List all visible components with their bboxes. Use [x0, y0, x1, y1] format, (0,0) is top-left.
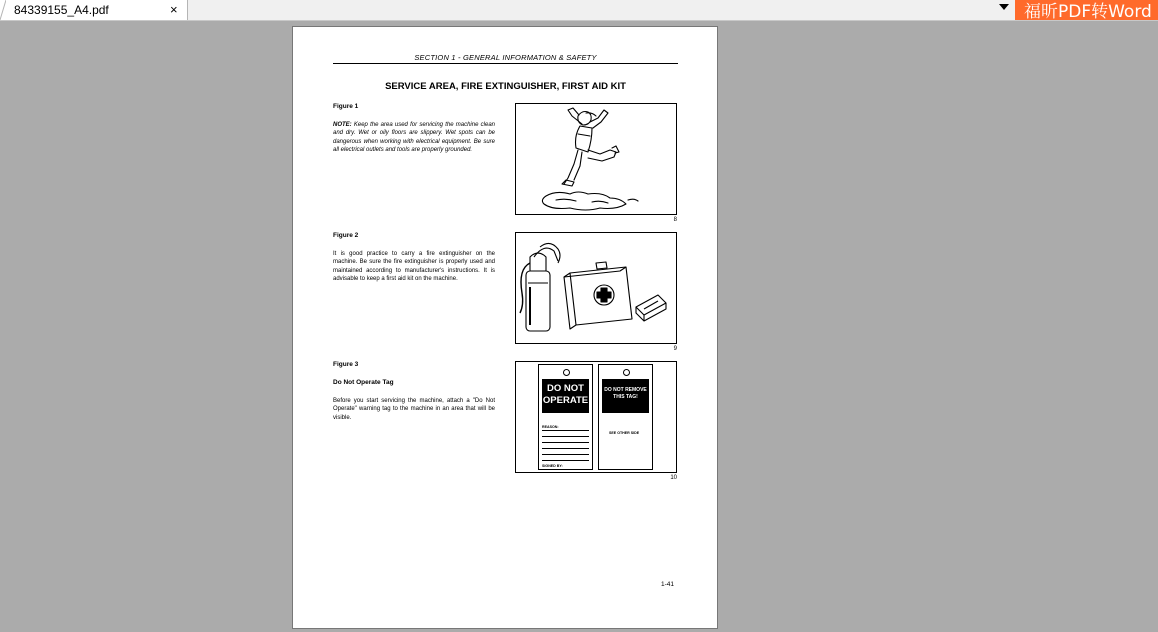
- tab-filename: 84339155_A4.pdf: [14, 3, 109, 17]
- tag-back-banner: [602, 379, 649, 413]
- page-number: 1-41: [661, 581, 675, 588]
- tag-back-line2: THIS TAG!: [613, 394, 638, 400]
- tag-back: [598, 364, 653, 470]
- note-prefix: NOTE:: [333, 122, 352, 128]
- document-tab[interactable]: [0, 0, 188, 20]
- chevron-down-icon[interactable]: [999, 4, 1009, 10]
- header-divider: [333, 63, 678, 64]
- tag-line: [542, 454, 589, 455]
- tag-hole: [563, 369, 570, 376]
- brand-text: 福昕PDF转Word: [1024, 2, 1152, 20]
- figure-2-text: It is good practice to carry a fire extinguisher on the machine. Be sure the fire extinguisher is properly used and maintained according to manufacturer's instructions. It is advisable to keep a first aid kit on the machine.: [333, 251, 495, 283]
- figure-1-body: Keep the area used for servicing the machine clean and dry. Wet or oily floors are slippery. Wet spots can be dangerous when working with electrical equipment. Be sure all electrical outlets and tools are properly grounded.: [333, 122, 495, 154]
- tag-back-line1: DO NOT REMOVE: [604, 387, 647, 393]
- figure-1-number: 8: [673, 217, 677, 223]
- tab-corner-icon: [0, 0, 6, 20]
- figure-1-label: Figure 1: [333, 103, 359, 110]
- pdf-page: [292, 26, 718, 629]
- tag-line: [542, 442, 589, 443]
- tag-front: [538, 364, 593, 470]
- tag-line: [542, 460, 589, 461]
- figure-3-illustration: [515, 361, 677, 473]
- page-title: SERVICE AREA, FIRE EXTINGUISHER, FIRST AID KIT: [385, 81, 626, 92]
- figure-2-number: 9: [673, 346, 677, 352]
- tag-front-line1: DO NOT: [547, 383, 584, 394]
- section-header: SECTION 1 - GENERAL INFORMATION & SAFETY: [414, 53, 597, 62]
- tab-bar: [0, 0, 1158, 21]
- tag-line: [542, 448, 589, 449]
- figure-2-label: Figure 2: [333, 232, 359, 239]
- figure-3-number: 10: [670, 475, 677, 481]
- tag-hole: [623, 369, 630, 376]
- tag-line: [542, 436, 589, 437]
- tag-line: [542, 430, 589, 431]
- slipping-person-icon: [516, 104, 676, 214]
- tag-signed-label: SIGNED BY:: [542, 464, 563, 468]
- figure-3-subhead: Do Not Operate Tag: [333, 379, 394, 386]
- figure-3-label: Figure 3: [333, 361, 359, 368]
- tag-reason-label: REASON:: [542, 425, 559, 429]
- tag-front-banner: [542, 379, 589, 413]
- extinguisher-firstaid-icon: [516, 233, 676, 343]
- figure-1-text: [333, 121, 495, 155]
- figure-2-illustration: [515, 232, 677, 344]
- close-icon[interactable]: ×: [170, 2, 178, 17]
- figure-1-illustration: [515, 103, 677, 215]
- brand-banner[interactable]: [1015, 0, 1158, 20]
- figure-3-text: Before you start servicing the machine, attach a "Do Not Operate" warning tag to the machine in an area that will be visible.: [333, 398, 495, 421]
- tag-front-line2: OPERATE: [542, 395, 589, 406]
- tag-see-other-side: SEE OTHER SIDE: [609, 431, 640, 435]
